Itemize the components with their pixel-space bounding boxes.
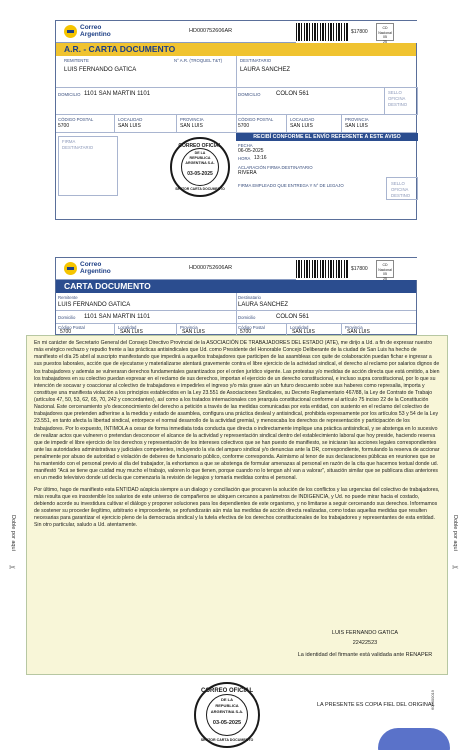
destinatario-address: COLON 561	[276, 314, 310, 320]
address-row: DOMICILIO 1101 SAN MARTIN 1101 DOMICILIO COLON 561 SELLO OFICINA DESTINO	[56, 88, 416, 115]
destinatario-address: COLON 561	[276, 91, 310, 97]
sello-destino-box: SELLO OFICINA DESTINO	[386, 177, 418, 200]
aclaracion-value: RIVERA	[238, 170, 257, 176]
correo-oficial-stamp-bottom: CORREO OFICIAL DE LA REPUBLICA ARGENTINA S.A. 03-05-2025 SECTOR CARTA DOCUMENTO	[194, 682, 260, 748]
postage-value: $17800	[351, 29, 368, 35]
remitente-address: 1101 SAN MARTIN 1101	[84, 314, 151, 320]
fold-label-left: Doble por aquí	[10, 515, 16, 552]
destinatario-name: LAURA SANCHEZ	[240, 67, 291, 73]
signature-note: La identidad del firmante está validada ante RENAPER	[297, 652, 433, 658]
fold-label-right: Doble por aquí	[452, 515, 458, 552]
cd-box: CD Nacional 05 25	[376, 260, 394, 278]
form-title: CARTA DOCUMENTO	[56, 280, 416, 293]
sello-oficina-box: SELLO OFICINA DESTINO	[384, 87, 418, 115]
correo-logo-icon	[64, 262, 77, 275]
recibi-conforme-band: RECIBÍ CONFORME EL ENVÍO REFERENTE A ESTE AVISO	[236, 133, 418, 141]
receipt-section: FIRMA DESTINATARIO RECIBÍ CONFORME EL ENVÍO REFERENTE A ESTE AVISO FECHA 06-05-2025 HORA 13:16 ACLARACIÓN FIRMA DESTINATARIO RIVERA FIRMA EMPLEADO QUE ENTREGA Y N° DE LEGAJO SELLO OFICINA DESTINO	[56, 133, 416, 200]
cd-box: CD Nacional 05 25	[376, 23, 394, 41]
location-row: Código Postal 5700 Localidad SAN LUIS Provincia SAN LUIS Código Postal 5700 Localidad SAN LUIS Provincia SAN LUIS	[58, 325, 370, 335]
correo-logo-icon	[64, 25, 77, 38]
remitente-name: LUIS FERNANDO GATICA	[64, 67, 137, 73]
correo-argentino-logo: Correo Argentino	[64, 261, 111, 275]
parties-row: REMITENTE N° A.R. (TROQUEL T&T) LUIS FERNANDO GATICA DESTINATARIO LAURA SANCHEZ	[56, 56, 416, 88]
parties-row: Remitente LUIS FERNANDO GATICA Destinatario LAURA SANCHEZ	[56, 293, 416, 311]
reference-code: 600000019	[430, 690, 435, 711]
barcode	[296, 260, 348, 278]
tracking-number: HD000752606AR	[189, 265, 233, 271]
fecha-value: 06-05-2025	[238, 148, 264, 154]
firma-destinatario-box: FIRMA DESTINATARIO	[58, 136, 118, 196]
address-row: Domicilio 1101 SAN MARTIN 1101 Domicilio COLON 561	[56, 311, 416, 324]
stamp-date: 03-05-2025	[187, 171, 213, 177]
stamp-date: 03-05-2025	[212, 720, 242, 726]
form-header	[56, 258, 416, 280]
barcode	[296, 23, 348, 41]
letter-paragraph-1: En mi carácter de Secretario General del Consejo Directivo Provincial de la ASOCIACIÓN DE TRABAJADORES DEL ESTADO (ATE), me dirijo a Ud. a fin de expresar nuestro más enérgico rechazo y repudio frente a las prácticas antisindicales que Ud. como Presidente del Honorable Concejo Deliberante de la ciudad de San Luis ha hecho de manifiesto el día 25 abril al suscripto manifestando que impedirá a aquellos trabajadores que participen de las asambleas con quite de colaboración puedan fichar e ingresar a sus puestos laborales, acción que de ejecutarse y materializarse atentará gravemente contra el libre ejercicio de la actividad sindical, el derecho al reclamo por salarios dignos de los trabajadores y además se vulneraran derechos fundamentales garantizados por el orden jurídico vigente. Las protestas y/o medidas de acción directa que está omitido, a bien los trabajadores en su colectivo puedan expresar en el reclamo de sus derechos, importan el ejercicio de un derecho constitucional, e incluso supra constitucional, por lo que su intención de socavar y coaccionar al colectivo de trabajadores e impedirles el ingreso y/o más grave aún un futuro descuento sobre sus haberes como represalia, importa y constituye una manifiesta violación a los principios establecidos en la Ley 23.551 de Asociaciones Sindicales, su Decreto Reglamentario 467/88, la Ley de Contrato de Trabajo (artículos 47, 50, 53, 62, 65, 70, 242 y concordantes), así como a los tratados internacionales con jerarquía constitucional conforme al artículo 75 inciso 22 de la Constitución Nacional. Este cercenamiento y/o desconocimiento del derecho a petición a través de las medidas comunicadas por esta entidad, con sustento en el reclamo del colectivo de trabajadores que pretenden adherirse a la medida y estado de asamblea, configura una práctica desleal y antisindical, prohibida expresamente por los artículos 53 y 54 de la Ley 23.551, en tanto afecta la libertad sindical, entorpece el normal desarrollo de la actividad gremial, y menoscaba los derechos de representación y participación de los trabajadores. Por lo expuesto, INTIMOLA a cesar de forma inmediata toda conducta que directa o indirectamente implique una práctica antisindical, y se abstenga en lo sucesivo de realizar actos que vulneren o pretendan desconocer el alcance de la actividad y representación sindical dentro del establecimiento laboral que hoy preside, haciendo reserva que de impedir el libre ejercicio de los derechos y representación de los intereses colectivos que se han puesto de manifiesto, se iniciaran las acciones legales correspondientes ante las autoridades administrativas y judiciales competentes, incluyendo la vía del amparo sindical y/o denuncias ante la DR, correspondiente, formulando la reserva de accionar penalmente por abuso de autoridad o violación de deberes de funcionario público, conforme corresponda. Asimismo al tenor de sus declaraciones públicas en reuniones que se ha mantenido con el personal previo al día del trabajador, la exhortamos a que se abstenga de formular amenazas al personal en razón de la cita que hacemos textual donde ud. manifestó "Acá se tiene que cuidad muy mucho el trabajo, valoren lo que tienen, porque cuando no lo tengan ahí van a valorar", situación similar que se publicara días anteriores en un medio televisivo donde ud decía que comenzaría la revisión de legajos y tomaría medidas contra el personal.	[34, 340, 440, 482]
hora-value: 13:16	[254, 155, 267, 161]
correo-oficial-stamp-top: CORREO OFICIAL DE LA REPUBLICA ARGENTINA S.A. 03-05-2025 SECTOR CARTA DOCUMENTO	[170, 137, 230, 197]
signature-name: LUIS FERNANDO GATICA	[331, 630, 399, 636]
remitente-address: 1101 SAN MARTIN 1101	[84, 91, 151, 97]
signature-dni: 22422523	[352, 640, 378, 646]
location-row: CÓDIGO POSTAL 5700 LOCALIDAD SAN LUIS PROVINCIA SAN LUIS CÓDIGO POSTAL 5700 LOCALIDAD SAN LUIS PROVINCIA SAN LUIS	[56, 115, 416, 133]
floating-action-button[interactable]	[378, 728, 450, 750]
ar-carta-documento-form	[55, 20, 417, 220]
correo-argentino-logo: Correo Argentino	[64, 24, 111, 38]
letter-paragraph-2: Por último, hago de manifiesto esta ENTIDAD aúspicia siempre a un dialogo y conciliación que procuren la solución de los conflictos y las urgencias del colectivo de trabajadores, más resulta que es insostenible los salarios de este universo de compañeros se ubiquen cercanos a parámetros de INDIGENCIA, y Ud. no puede mirar hacia el costado, debiendo acorde su investidura cultivar el diálogo y proponer soluciones para los dependientes de este organismo, y no limitarse a seguir cercenando sus derechos. Informamos de sostener su proceder ilegítimo, arbitrario e improcedente, se profundizarán aún más las medidas de acción directa realizadas, como todas aquellas medidas que resulten necesarias para garantizar el ejercicio pleno de la democracia sindical y la tutela efectiva de los derechos constitucionales de los trabajadores y representantes de esta entidad. Sin otro particular, saludo a Ud. atentamente.	[34, 486, 440, 529]
destinatario-name: LAURA SANCHEZ	[238, 302, 289, 308]
scissors-icon: ✂	[452, 563, 459, 572]
remitente-name: LUIS FERNANDO GATICA	[58, 302, 131, 308]
scissors-icon: ✂	[9, 563, 16, 572]
postage-value: $17800	[351, 266, 368, 272]
carta-documento-form	[55, 257, 417, 335]
form-title: A.R. - CARTA DOCUMENTO	[56, 43, 416, 56]
copia-fiel-label: LA PRESENTE ES COPIA FIEL DEL ORIGINAL	[317, 702, 435, 708]
tracking-number: HD000752606AR	[189, 28, 233, 34]
letter-body	[26, 335, 448, 675]
form-header	[56, 21, 416, 43]
